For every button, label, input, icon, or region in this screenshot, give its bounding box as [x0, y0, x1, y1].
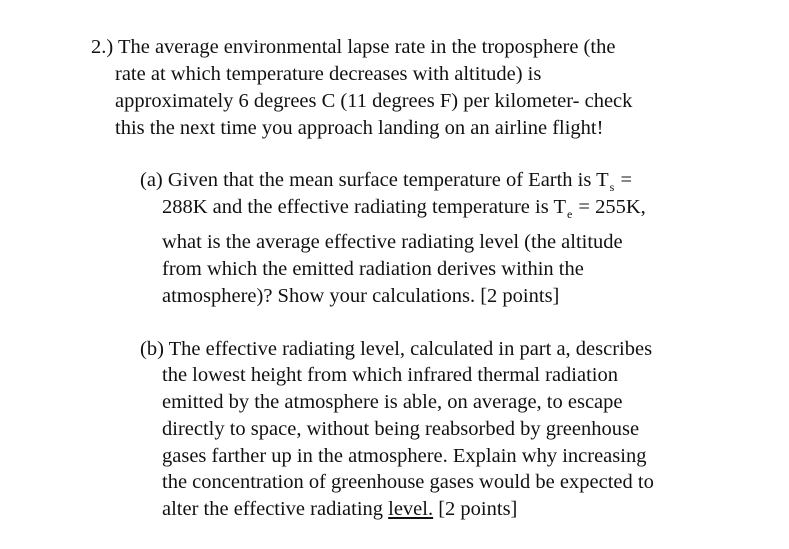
subscript-e: e: [566, 207, 573, 221]
part-b-text: [2 points]: [433, 498, 518, 520]
question-line: 2.) The average environmental lapse rate in the troposphere (the: [91, 36, 616, 58]
underlined-word: level.: [388, 498, 434, 520]
part-b-line: gases farther up in the atmosphere. Explain why increasing: [162, 445, 647, 467]
question-line: this the next time you approach landing on an airline flight!: [115, 117, 604, 139]
part-a-text: = 255K,: [573, 196, 646, 218]
part-b-line: emitted by the atmosphere is able, on average, to escape: [162, 391, 623, 413]
question-line: approximately 6 degrees C (11 degrees F) per kilometer- check: [115, 90, 633, 112]
part-b-line: the lowest height from which infrared thermal radiation: [162, 364, 618, 386]
part-b-line: (b) The effective radiating level, calculated in part a, describes: [140, 338, 653, 360]
part-a-line: atmosphere)? Show your calculations. [2 points]: [162, 285, 560, 307]
part-b-line: directly to space, without being reabsorbed by greenhouse: [162, 418, 640, 440]
question-line: rate at which temperature decreases with altitude) is: [115, 63, 542, 85]
part-a-text: =: [615, 169, 632, 191]
part-b-line: the concentration of greenhouse gases would be expected to: [162, 471, 654, 493]
part-b-text: alter the effective radiating: [162, 498, 389, 520]
part-b-line: [162, 496, 517, 523]
part-a-text: 288K and the effective radiating temperature is T: [162, 196, 566, 218]
part-a-text: (a) Given that the mean surface temperature of Earth is T: [140, 169, 609, 191]
part-a-line: what is the average effective radiating level (the altitude: [162, 231, 623, 253]
part-a-line: [140, 167, 632, 196]
part-a-line: from which the emitted radiation derives within the: [162, 258, 584, 280]
subscript-s: s: [609, 180, 615, 194]
part-a-line: [162, 194, 646, 223]
